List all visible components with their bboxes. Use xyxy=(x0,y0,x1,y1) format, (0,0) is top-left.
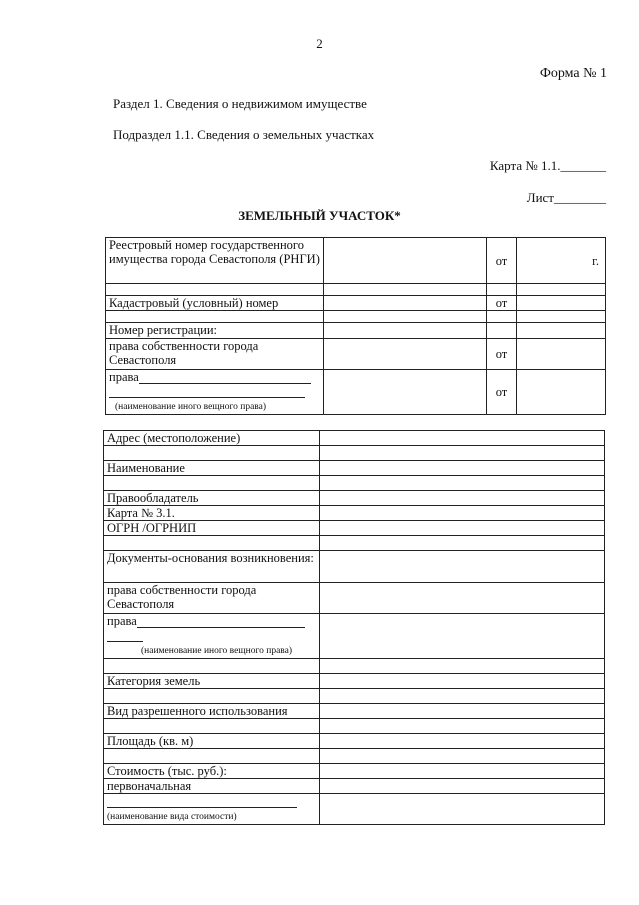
ownership-date-prefix: от xyxy=(487,339,517,370)
rngi-date-prefix: от xyxy=(487,238,517,284)
permitted-use-label: Вид разрешенного использования xyxy=(104,704,320,719)
other-right-note: (наименование иного вещного права) xyxy=(115,402,267,412)
section-heading: Раздел 1. Сведения о недвижимом имуществе xyxy=(113,96,367,111)
other-right-date-prefix: от xyxy=(487,370,517,415)
holder-label: Правообладатель xyxy=(104,491,320,506)
address-label: Адрес (местоположение) xyxy=(104,431,320,446)
area-label: Площадь (кв. м) xyxy=(104,734,320,749)
reg-number-label: Номер регистрации: xyxy=(106,323,324,339)
card-ref-label: Карта № 3.1. xyxy=(104,506,320,521)
subsection-heading: Подраздел 1.1. Сведения о земельных участках xyxy=(113,127,375,142)
ogrn-label: ОГРН /ОГРНИП xyxy=(104,521,320,536)
ownership-right-label: права собственности города Севастополя xyxy=(106,339,324,370)
docs-other-right-note: (наименование иного вещного права) xyxy=(141,646,293,656)
card-number: Карта № 1.1._______ xyxy=(489,158,606,173)
rngi-value xyxy=(324,238,487,284)
docs-other-right-label: права xyxy=(107,614,137,628)
land-plot-table xyxy=(103,430,605,825)
land-category-label: Категория земель xyxy=(104,674,320,689)
cost-type-cell xyxy=(104,794,320,825)
page-number: 2 xyxy=(316,36,323,51)
cost-type-note: (наименование вида стоимости) xyxy=(107,812,237,822)
docs-other-right-cell xyxy=(104,614,320,659)
docs-label: Документы-основания возникновения: xyxy=(104,551,320,583)
other-right-cell xyxy=(106,370,324,415)
form-label: Форма № 1 xyxy=(539,66,607,81)
cadastral-date-prefix: от xyxy=(487,296,517,311)
cadastral-value xyxy=(324,296,487,311)
sheet-number: Лист________ xyxy=(526,190,606,205)
cost-label: Стоимость (тыс. руб.): xyxy=(104,764,320,779)
docs-ownership-label: права собственности города Севастополя xyxy=(104,583,320,614)
document-title: ЗЕМЕЛЬНЫЙ УЧАСТОК* xyxy=(238,208,401,223)
rngi-year-suffix: г. xyxy=(517,238,606,284)
registry-table xyxy=(105,237,606,415)
name-label: Наименование xyxy=(104,461,320,476)
cadastral-label: Кадастровый (условный) номер xyxy=(106,296,324,311)
rngi-label: Реестровый номер государственного имущества города Севастополя (РНГИ) xyxy=(106,238,324,284)
other-right-label: права xyxy=(109,370,139,384)
initial-cost-label: первоначальная xyxy=(104,779,320,794)
